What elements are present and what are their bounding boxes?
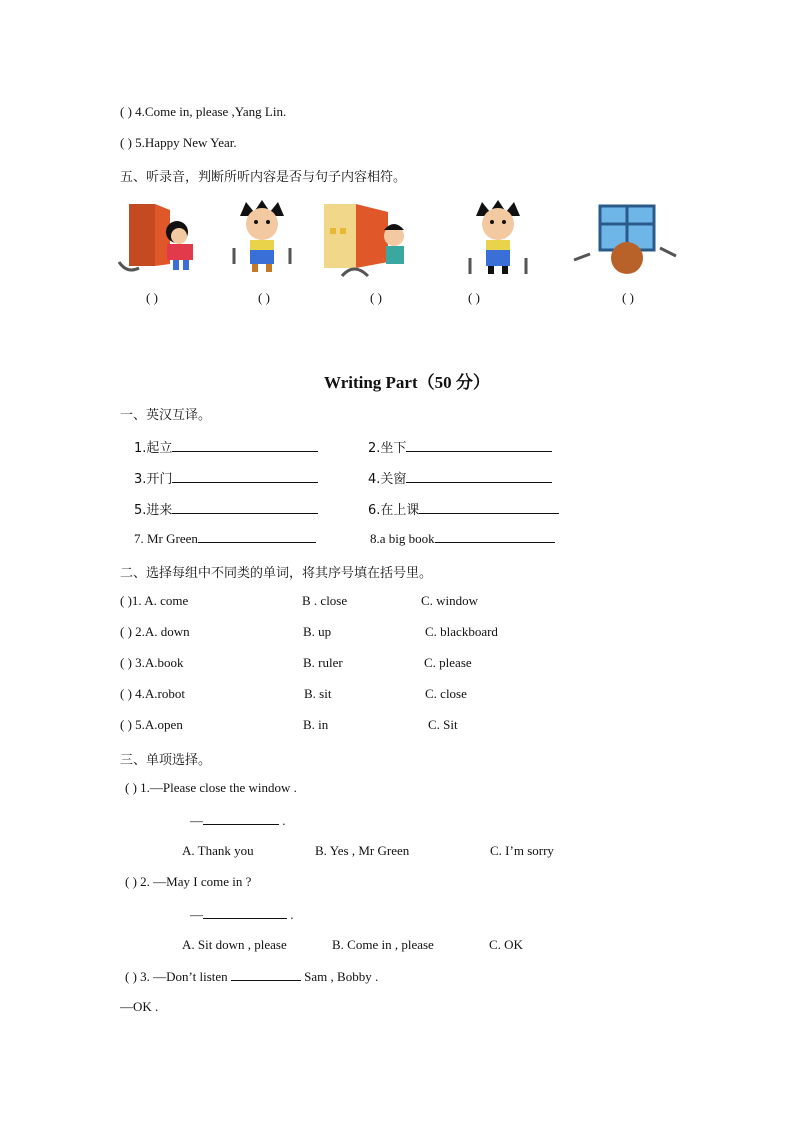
mc-q1-option-c: C. I’m sorry (490, 843, 554, 858)
mc-q2-option-c: C. OK (489, 937, 523, 952)
choice-row-2-c: C. blackboard (425, 624, 498, 639)
section2-title: 二、选择每组中不同类的单词，将其序号填在括号里。 (120, 566, 433, 581)
choice-row-5-c: C. Sit (428, 717, 458, 732)
translate-item-4: 4.关窗 (368, 468, 552, 487)
answer-blank[interactable] (419, 501, 559, 514)
answer-blank[interactable] (172, 439, 318, 452)
translate-item-3: 3.开门 (134, 468, 318, 487)
choice-row-3-b: B. ruler (303, 655, 343, 670)
answer-paren-1[interactable]: ( ) (146, 290, 158, 305)
choice-row-5-b: B. in (303, 717, 329, 732)
mc-q3-reply: —OK . (120, 999, 159, 1014)
answer-paren-3[interactable]: ( ) (370, 290, 382, 305)
sit-down-boy-picture (462, 198, 534, 280)
choice-row-3-a: ( ) 3.A.book (120, 655, 184, 670)
choice-row-4-b: B. sit (304, 686, 332, 701)
mc-q2-option-a: A. Sit down , please (182, 937, 287, 952)
answer-blank[interactable] (406, 439, 552, 452)
open-door-boy-picture (318, 198, 410, 286)
listening-item-5: ( ) 5.Happy New Year. (120, 135, 237, 150)
section5-title: 五、听录音，判断所听内容是否与句子内容相符。 (120, 170, 407, 185)
close-window-picture (570, 202, 680, 276)
answer-paren-4[interactable]: ( ) (468, 290, 480, 305)
answer-blank[interactable] (172, 501, 318, 514)
answer-paren-5[interactable]: ( ) (622, 290, 634, 305)
choice-row-2-b: B. up (303, 624, 332, 639)
mc-question-2: ( ) 2. —May I come in ? (125, 874, 252, 889)
choice-row-4-c: C. close (425, 686, 467, 701)
translate-item-5: 5.进来 (134, 499, 318, 518)
stand-up-boy-picture (226, 198, 298, 278)
choice-row-3-c: C. please (424, 655, 472, 670)
answer-blank[interactable] (406, 470, 552, 483)
answer-blank[interactable] (435, 530, 555, 543)
answer-blank[interactable] (198, 530, 316, 543)
writing-part-title: Writing Part（50 分） (324, 373, 490, 392)
translate-item-6: 6.在上课 (368, 499, 559, 518)
answer-blank[interactable] (203, 812, 279, 825)
mc-question-3: ( ) 3. —Don’t listen Sam , Bobby . (125, 969, 379, 984)
choice-row-4-a: ( ) 4.A.robot (120, 686, 185, 701)
translate-item-7: 7. Mr Green (134, 530, 316, 547)
translate-item-1: 1.起立 (134, 437, 318, 456)
mc-q2-option-b: B. Come in , please (332, 937, 434, 952)
section1-title: 一、英汉互译。 (120, 408, 212, 423)
mc-q1-option-b: B. Yes , Mr Green (315, 843, 410, 858)
answer-blank[interactable] (172, 470, 318, 483)
choice-row-1-c: C. window (421, 593, 479, 608)
mc-question-1: ( ) 1.—Please close the window . (125, 780, 297, 795)
mc-q1-option-a: A. Thank you (182, 843, 254, 858)
choice-row-2-a: ( ) 2.A. down (120, 624, 190, 639)
listening-item-4: ( ) 4.Come in, please ,Yang Lin. (120, 104, 287, 119)
open-door-girl-picture (115, 198, 205, 276)
choice-row-1-a: ( )1. A. come (120, 593, 189, 608)
choice-row-5-a: ( ) 5.A.open (120, 717, 183, 732)
mc-answer-line-2: — . (190, 907, 294, 922)
choice-row-1-b: B . close (302, 593, 348, 608)
translate-item-8: 8.a big book (370, 530, 555, 547)
mc-answer-line-1: — . (190, 813, 286, 828)
answer-blank[interactable] (231, 968, 301, 981)
translate-item-2: 2.坐下 (368, 437, 552, 456)
answer-blank[interactable] (203, 906, 287, 919)
section3-title: 三、单项选择。 (120, 753, 212, 768)
answer-paren-2[interactable]: ( ) (258, 290, 270, 305)
